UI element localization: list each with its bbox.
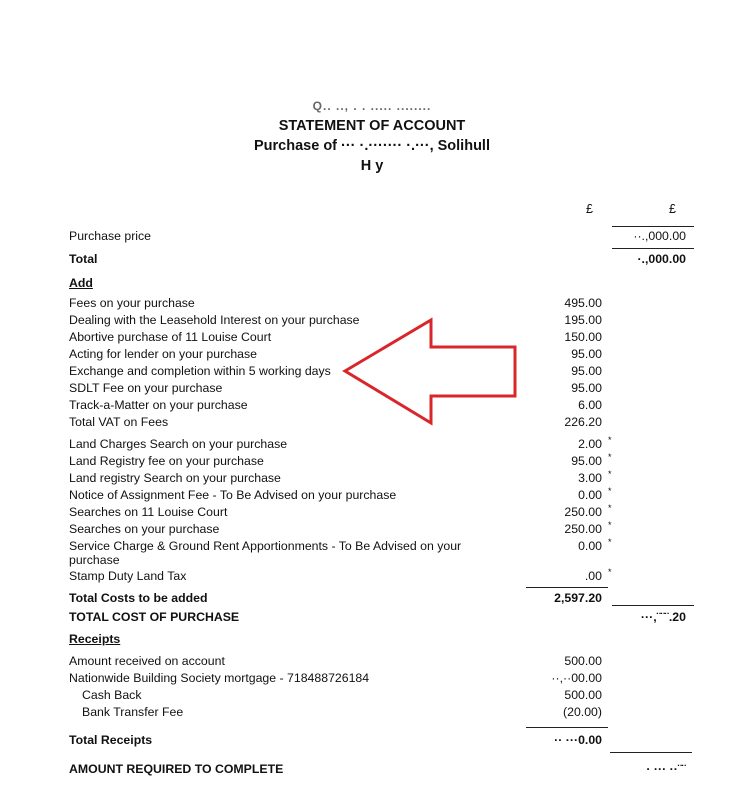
row-label: Land Charges Search on your purchase: [69, 437, 288, 451]
statement-title: STATEMENT OF ACCOUNT: [278, 118, 466, 134]
row-label: Total Receipts: [69, 733, 153, 747]
row-label: Total: [69, 252, 98, 266]
divider: [526, 727, 608, 728]
row-value-1: 3.00: [578, 471, 602, 485]
asterisk-mark: *: [608, 435, 612, 445]
document-header: [0, 96, 744, 176]
row-label: Dealing with the Leasehold Interest on your purchase: [69, 313, 360, 327]
row-value-1: ··,··00.00: [551, 671, 602, 685]
row-value-1: 2,597.20: [554, 591, 602, 605]
row-value-2: · ··· ··¨¨: [646, 762, 686, 776]
row-label: Notice of Assignment Fee - To Be Advised on your purchase: [69, 488, 397, 502]
row-value-1: 495.00: [564, 296, 602, 310]
row-value-1: (20.00): [563, 705, 602, 719]
row-value-1: 195.00: [564, 313, 602, 327]
row-label: Land registry Search on your purchase: [69, 471, 281, 485]
row-value-1: 0.00: [578, 488, 602, 502]
asterisk-mark: *: [608, 452, 612, 462]
divider: [610, 752, 692, 753]
asterisk-mark: *: [608, 503, 612, 513]
column-header-1: £: [586, 202, 593, 216]
row-value-2: ···,¨¨¨.20: [640, 610, 686, 624]
row-value-1: ·· ···0.00: [554, 733, 602, 747]
row-value-1: 95.00: [571, 381, 602, 395]
row-label: Cash Back: [82, 688, 142, 702]
row-label: Acting for lender on your purchase: [69, 347, 257, 361]
row-value-2: ··.,000.00: [633, 229, 686, 243]
row-value-1: 500.00: [564, 688, 602, 702]
row-label: Amount received on account: [69, 654, 225, 668]
row-value-1: 0.00: [578, 539, 602, 553]
row-value-1: 250.00: [564, 505, 602, 519]
asterisk-mark: *: [608, 537, 612, 547]
asterisk-mark: *: [608, 486, 612, 496]
row-value-1: 2.00: [578, 437, 602, 451]
row-label: AMOUNT REQUIRED TO COMPLETE: [69, 762, 284, 776]
column-header-2: £: [669, 202, 676, 216]
row-label: Total Costs to be added: [69, 591, 208, 605]
row-label: Bank Transfer Fee: [82, 705, 184, 719]
row-label: SDLT Fee on your purchase: [69, 381, 223, 395]
row-label: TOTAL COST OF PURCHASE: [69, 610, 240, 624]
row-value-1: 150.00: [564, 330, 602, 344]
divider: [526, 587, 608, 588]
asterisk-mark: *: [608, 520, 612, 530]
divider: [612, 605, 694, 606]
asterisk-mark: *: [608, 567, 612, 577]
row-label: Service Charge & Ground Rent Apportionments - To Be Advised on your purchase: [69, 539, 462, 567]
client-name: H y: [360, 158, 384, 174]
row-label: Nationwide Building Society mortgage - 718488726184: [69, 671, 370, 685]
row-label: Purchase price: [69, 229, 152, 243]
row-label: Searches on 11 Louise Court: [69, 505, 228, 519]
row-value-1: 95.00: [571, 364, 602, 378]
section-heading: Add: [69, 276, 93, 290]
row-value-1: 95.00: [571, 454, 602, 468]
row-label: Exchange and completion within 5 working days: [69, 364, 331, 378]
row-label: Searches on your purchase: [69, 522, 220, 536]
row-label: Track-a-Matter on your purchase: [69, 398, 248, 412]
row-label: Land Registry fee on your purchase: [69, 454, 264, 468]
firm-name: Q.. .., . . ..... ........: [312, 99, 432, 113]
row-value-1: 226.20: [564, 415, 602, 429]
row-label: Abortive purchase of 11 Louise Court: [69, 330, 272, 344]
row-value-1: 250.00: [564, 522, 602, 536]
row-label: Stamp Duty Land Tax: [69, 569, 187, 583]
section-heading: Receipts: [69, 632, 121, 646]
asterisk-mark: *: [608, 469, 612, 479]
row-label: Total VAT on Fees: [69, 415, 169, 429]
row-value-1: .00: [584, 569, 602, 583]
row-label: Fees on your purchase: [69, 296, 195, 310]
row-value-1: 6.00: [578, 398, 602, 412]
row-value-1: 500.00: [564, 654, 602, 668]
row-value-2: ·.,000.00: [637, 252, 686, 266]
divider: [612, 226, 694, 227]
divider: [612, 248, 694, 249]
purchase-subtitle: Purchase of ··· ·.······· ·.···, Solihull: [254, 138, 490, 154]
row-value-1: 95.00: [571, 347, 602, 361]
